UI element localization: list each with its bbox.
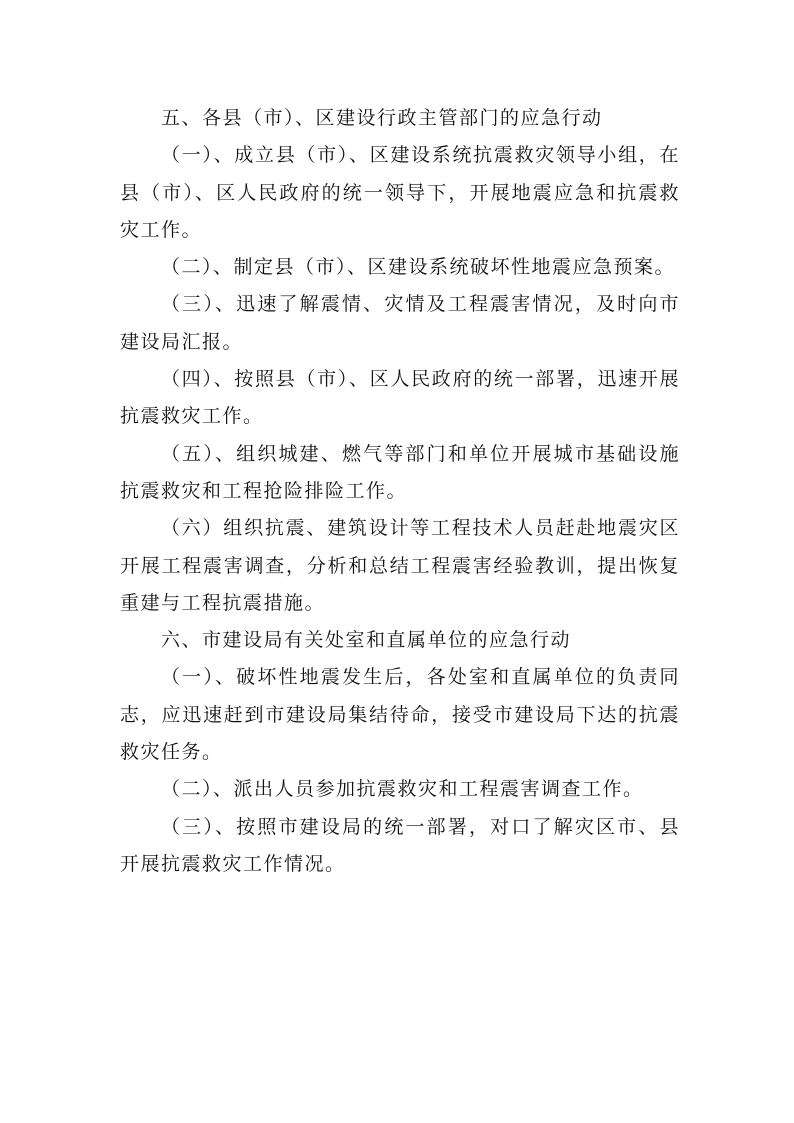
paragraph-5-3: （三）、迅速了解震情、灾情及工程震害情况，及时向市建设局汇报。	[120, 293, 680, 353]
paragraph-6-3: （三）、按照市建设局的统一部署，对口了解灾区市、县开展抗震救灾工作情况。	[120, 815, 680, 875]
paragraph-5-5: （五）、组织城建、燃气等部门和单位开展城市基础设施抗震救灾和工程抢险排险工作。	[120, 442, 680, 502]
paragraph-5-6: （六）组织抗震、建筑设计等工程技术人员赶赴地震灾区开展工程震害调查，分析和总结工程震害经验教训，提出恢复重建与工程抗震措施。	[120, 517, 680, 614]
paragraph-6-2: （二）、派出人员参加抗震救灾和工程震害调查工作。	[161, 778, 644, 801]
paragraph-6-1: （一）、破坏性地震发生后，各处室和直属单位的负责同志，应迅速赶到市建设局集结待命，接受市建设局下达的抗震救灾任务。	[120, 666, 680, 764]
paragraph-5-1: （一）、成立县（市）、区建设系统抗震救灾领导小组，在县（市）、区人民政府的统一领导下，开展地震应急和抗震救灾工作。	[120, 144, 680, 241]
section-heading-6: 六、市建设局有关处室和直属单位的应急行动	[161, 629, 572, 652]
paragraph-5-4: （四）、按照县（市）、区人民政府的统一部署，迅速开展抗震救灾工作。	[120, 368, 680, 428]
section-heading-5: 五、各县（市）、区建设行政主管部门的应急行动	[161, 107, 603, 129]
paragraph-5-2: （二）、制定县（市）、区建设系统破坏性地震应急预案。	[161, 256, 676, 279]
document-body	[120, 100, 680, 883]
